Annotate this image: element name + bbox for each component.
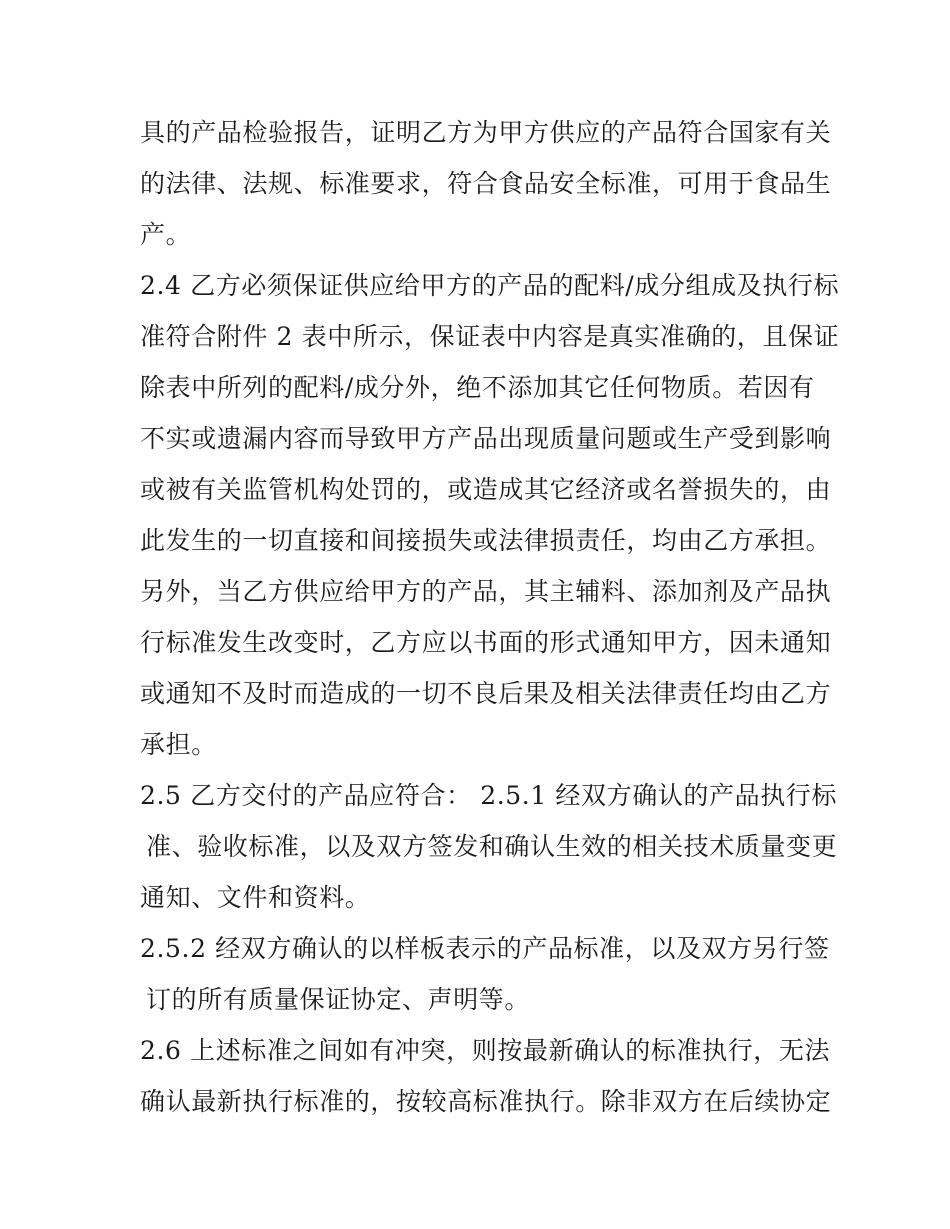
text-line: 或通知不及时而造成的一切不良后果及相关法律责任均由乙方 <box>140 679 832 708</box>
text-line: 准、验收标准，以及双方签发和确认生效的相关技术质量变更 <box>146 832 838 861</box>
text-line: 此发生的一切直接和间接损失或法律损责任，均由乙方承担。 <box>140 526 832 555</box>
text-line: 确认最新执行标准的，按较高标准执行。除非双方在后续协定 <box>140 1087 832 1116</box>
text-line: 订的所有质量保证协定、声明等。 <box>146 985 531 1014</box>
document-body <box>140 107 840 1127</box>
text-line: 或被有关监管机构处罚的，或造成其它经济或名誉损失的，由 <box>140 475 832 504</box>
clause-2-5-start: 2.5 乙方交付的产品应符合： 2.5.1 经双方确认的产品执行标 <box>140 781 838 810</box>
clause-2-4-start: 2.4 乙方必须保证供应给甲方的产品的配料/成分组成及执行标 <box>140 271 840 300</box>
text-line: 通知、文件和资料。 <box>140 883 371 912</box>
text-line: 另外，当乙方供应给甲方的产品，其主辅料、添加剂及产品执 <box>140 577 832 606</box>
text-line: 的法律、法规、标准要求，符合食品安全标准，可用于食品生 <box>140 169 832 198</box>
text-line: 行标准发生改变时，乙方应以书面的形式通知甲方，因未通知 <box>140 628 832 657</box>
text-line: 承担。 <box>140 730 217 759</box>
text-line: 不实或遗漏内容而导致甲方产品出现质量问题或生产受到影响 <box>140 424 832 453</box>
text-line: 准符合附件 2 表中所示，保证表中内容是真实准确的，且保证 <box>140 322 840 351</box>
clause-2-5-2-start: 2.5.2 经双方确认的以样板表示的产品标准，以及双方另行签 <box>140 934 830 963</box>
text-line: 产。 <box>140 220 192 249</box>
text-line: 具的产品检验报告，证明乙方为甲方供应的产品符合国家有关 <box>140 118 832 147</box>
text-line: 除表中所列的配料/成分外，绝不添加其它任何物质。若因有 <box>140 373 815 402</box>
clause-2-6-start: 2.6 上述标准之间如有冲突，则按最新确认的标准执行，无法 <box>140 1036 831 1065</box>
